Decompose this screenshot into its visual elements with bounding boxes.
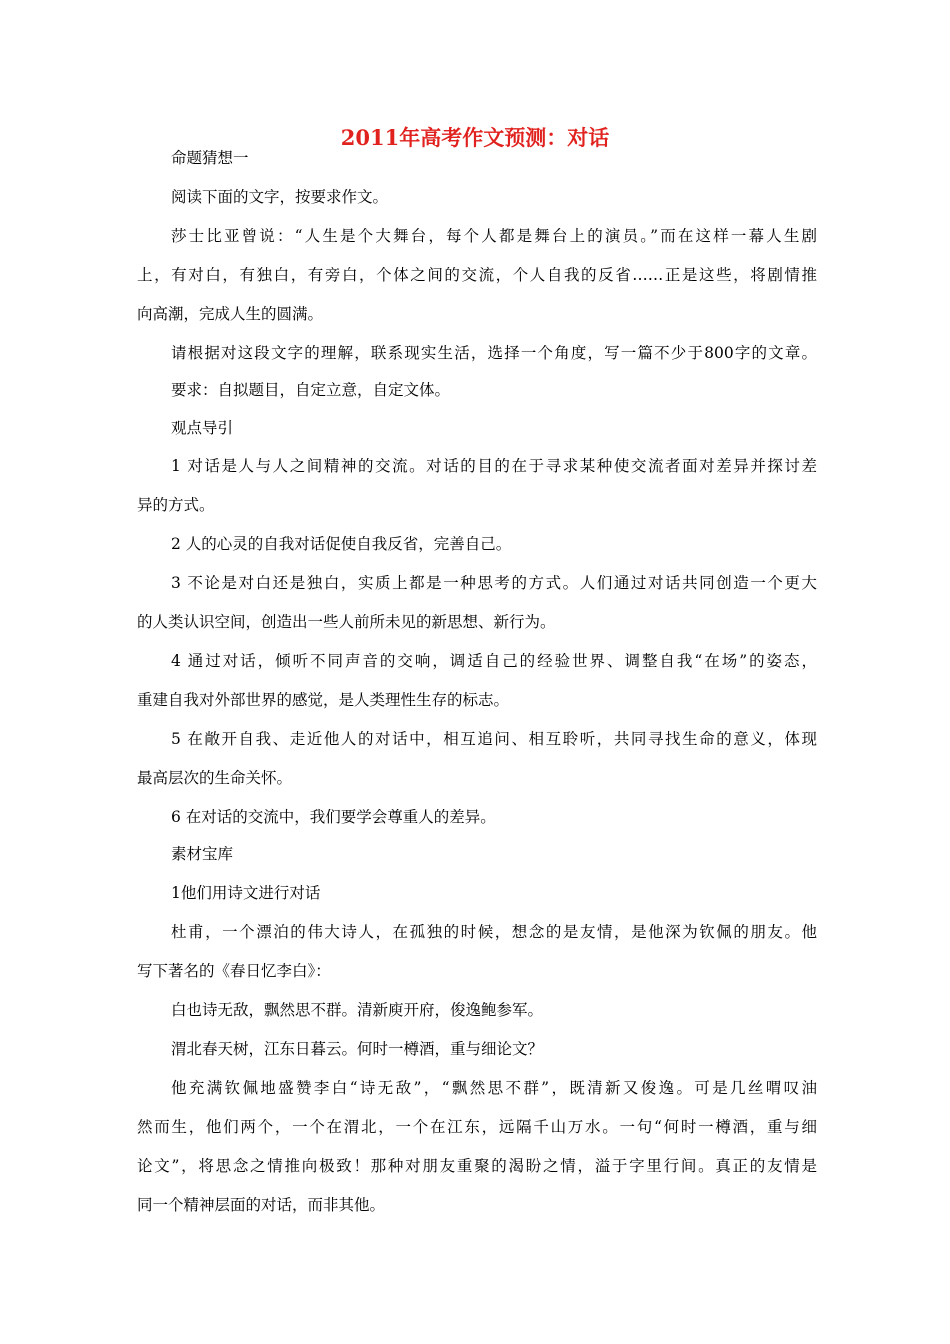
paragraph-line: 然而生，他们两个，一个在渭北，一个在江东，远隔千山万水。一句“何时一樽酒，重与细 [137,1118,817,1136]
section-heading-materials: 素材宝库 [171,845,234,863]
instruction-line: 阅读下面的文字，按要求作文。 [171,188,389,206]
poem-line: 渭北春天树，江东日暮云。何时一樽酒，重与细论文？ [171,1040,544,1058]
viewpoint-item: 异的方式。 [137,496,215,514]
viewpoint-item: 2 人的心灵的自我对话促使自我反省，完善自己。 [171,535,512,553]
viewpoint-item: 6 在对话的交流中，我们要学会尊重人的差异。 [171,808,496,826]
paragraph-line: 他充满钦佩地盛赞李白“诗无敌”，“飘然思不群”，既清新又俊逸。可是几丝喟叹油 [171,1079,817,1097]
section-heading-topic: 命题猜想一 [171,149,249,167]
paragraph-line: 要求：自拟题目，自定立意，自定文体。 [171,381,451,399]
paragraph-line: 写下著名的《春日忆李白》： [137,962,331,980]
paragraph-line: 同一个精神层面的对话，而非其他。 [137,1196,386,1214]
viewpoint-item: 1 对话是人与人之间精神的交流。对话的目的在于寻求某种使交流者面对差异并探讨差 [171,457,817,475]
paragraph-line: 上，有对白，有独白，有旁白，个体之间的交流，个人自我的反省……正是这些，将剧情推 [137,266,817,284]
viewpoint-item: 5 在敞开自我、走近他人的对话中，相互追问、相互聆听，共同寻找生命的意义，体现 [171,730,817,748]
poem-line: 白也诗无敌，飘然思不群。清新庾开府，俊逸鲍参军。 [171,1001,544,1019]
paragraph-line: 请根据对这段文字的理解，联系现实生活，选择一个角度，写一篇不少于800字的文章。 [171,344,817,362]
viewpoint-item: 最高层次的生命关怀。 [137,769,293,787]
document-title: 2011年高考作文预测：对话 [340,125,610,150]
paragraph-line: 莎士比亚曾说：“人生是个大舞台，每个人都是舞台上的演员。”而在这样一幕人生剧 [171,227,817,245]
viewpoint-item: 的人类认识空间，创造出一些人前所未见的新思想、新行为。 [137,613,556,631]
viewpoint-item: 3 不论是对白还是独白，实质上都是一种思考的方式。人们通过对话共同创造一个更大 [171,574,817,592]
viewpoint-item: 4 通过对话，倾听不同声音的交响，调适自己的经验世界、调整自我“在场”的姿态， [171,652,817,670]
paragraph-line: 向高潮，完成人生的圆满。 [137,305,324,323]
viewpoint-item: 重建自我对外部世界的感觉，是人类理性生存的标志。 [137,691,510,709]
paragraph-line: 论文”，将思念之情推向极致！那种对朋友重聚的渴盼之情，溢于字里行间。真正的友情是 [137,1157,817,1175]
material-subheading: 1他们用诗文进行对话 [171,884,321,902]
section-heading-viewpoints: 观点导引 [171,419,234,437]
paragraph-line: 杜甫，一个漂泊的伟大诗人，在孤独的时候，想念的是友情，是他深为钦佩的朋友。他 [171,923,817,941]
